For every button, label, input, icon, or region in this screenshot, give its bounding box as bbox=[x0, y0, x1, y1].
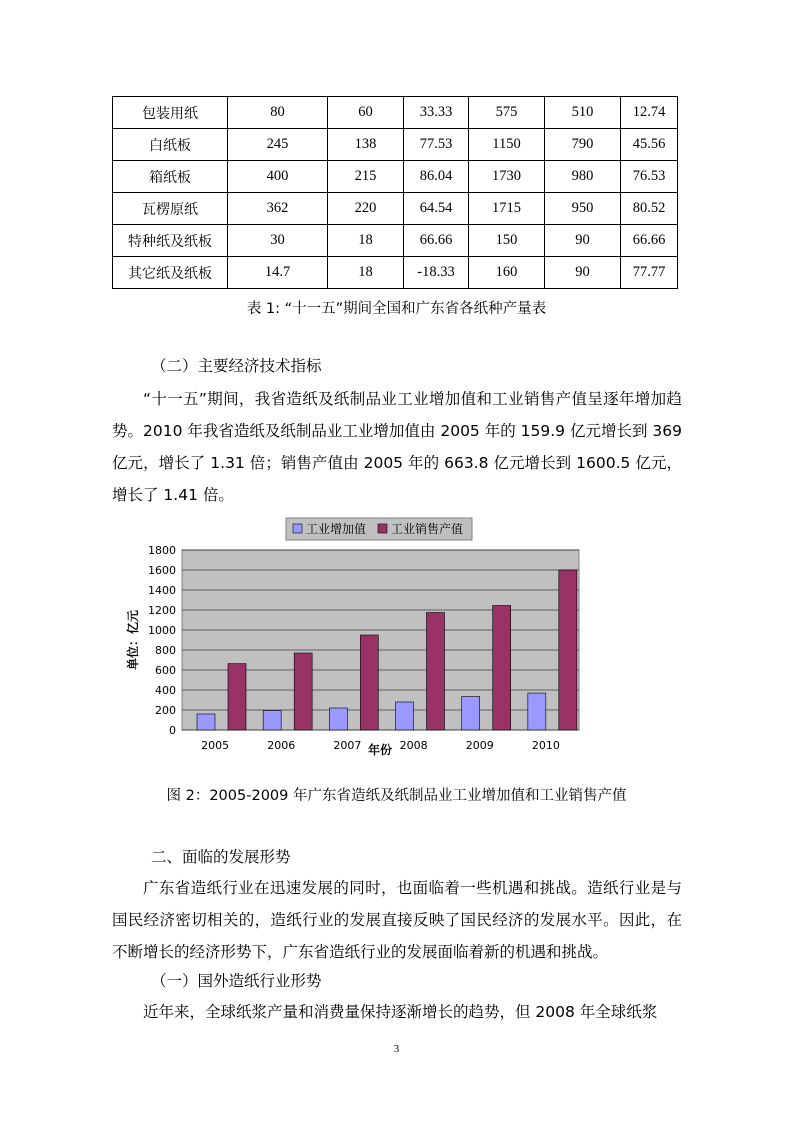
table-cell: 950 bbox=[545, 193, 621, 225]
table-cell: 160 bbox=[469, 257, 545, 289]
y-tick-label: 200 bbox=[155, 704, 176, 717]
legend-swatch bbox=[293, 524, 302, 533]
x-tick-label: 2006 bbox=[267, 739, 296, 752]
x-tick-label: 2010 bbox=[531, 739, 560, 752]
page-number: 3 bbox=[393, 1043, 400, 1055]
paragraph-foreign: 近年来，全球纸浆产量和消费量保持逐渐增长的趋势，但 2008 年全球纸浆 bbox=[143, 1003, 658, 1021]
bar-value-added-2006 bbox=[263, 711, 281, 731]
bar-value-added-2009 bbox=[462, 697, 480, 731]
table-cell: 510 bbox=[545, 97, 621, 129]
table-row bbox=[113, 225, 678, 257]
section-heading-foreign: （一）国外造纸行业形势 bbox=[151, 972, 322, 990]
paragraph-situation: 广东省造纸行业在迅速发展的同时，也面临着一些机遇和挑战。造纸行业是与国民经济密切相关的，造纸行业的发展直接反映了国民经济的发展水平。因此，在不断增长的经济形势下，广东省造纸行业的发展面临着新的机遇和挑战。 bbox=[112, 879, 682, 961]
table-cell: 12.74 bbox=[621, 97, 678, 129]
table-row bbox=[113, 97, 678, 129]
table-cell: 1150 bbox=[469, 129, 545, 161]
bar-value-added-2008 bbox=[396, 702, 414, 730]
bar-sales-output-2008 bbox=[427, 613, 445, 731]
row-label: 包装用纸 bbox=[113, 97, 228, 129]
table-cell: 980 bbox=[545, 161, 621, 193]
bar-sales-output-2007 bbox=[360, 635, 378, 730]
table-cell: 77.53 bbox=[404, 129, 469, 161]
y-tick-label: 0 bbox=[169, 724, 176, 737]
paragraph-indicators: “十一五”期间，我省造纸及纸制品业工业增加值和工业销售产值呈逐年增加趋势。2010 年我省造纸及纸制品业工业增加值由 2005 年的 159.9 亿元增长到 369 亿元，增长了 1.31 倍；销售产值由 2005 年的 663.8 亿元增长到 1600.5 亿元，增长了 1.41 倍。 bbox=[112, 390, 682, 504]
table-cell: 150 bbox=[469, 225, 545, 257]
bar-sales-output-2005 bbox=[228, 664, 246, 730]
y-tick-label: 600 bbox=[155, 664, 176, 677]
y-tick-label: 1800 bbox=[148, 544, 176, 557]
bar-sales-output-2010 bbox=[559, 570, 577, 730]
table-row bbox=[113, 129, 678, 161]
table-cell: 33.33 bbox=[404, 97, 469, 129]
bar-sales-output-2006 bbox=[294, 653, 312, 730]
table-cell: 790 bbox=[545, 129, 621, 161]
table-cell: 77.77 bbox=[621, 257, 678, 289]
bar-value-added-2007 bbox=[329, 708, 347, 730]
table-cell: 138 bbox=[328, 129, 404, 161]
bar-value-added-2005 bbox=[197, 714, 215, 730]
table-cell: 66.66 bbox=[404, 225, 469, 257]
row-label: 箱纸板 bbox=[113, 161, 228, 193]
figure-caption: 图 2：2005-2009 年广东省造纸及纸制品业工业增加值和工业销售产值 bbox=[166, 788, 627, 804]
section-heading-situation: 二、面临的发展形势 bbox=[151, 848, 291, 866]
y-tick-label: 1200 bbox=[148, 604, 176, 617]
bar-sales-output-2009 bbox=[493, 606, 511, 731]
table-cell: 90 bbox=[545, 225, 621, 257]
row-label: 瓦楞原纸 bbox=[113, 193, 228, 225]
y-tick-label: 1600 bbox=[148, 564, 176, 577]
table-cell: 80.52 bbox=[621, 193, 678, 225]
paper-production-table bbox=[112, 96, 678, 289]
bar-chart bbox=[112, 515, 602, 765]
x-tick-label: 2007 bbox=[333, 739, 362, 752]
table-cell: -18.33 bbox=[404, 257, 469, 289]
table-row bbox=[113, 161, 678, 193]
table-cell: 18 bbox=[328, 225, 404, 257]
table-cell: 362 bbox=[228, 193, 328, 225]
x-tick-label: 2009 bbox=[465, 739, 494, 752]
y-axis-label: 单位：亿元 bbox=[126, 609, 140, 671]
y-tick-label: 800 bbox=[155, 644, 176, 657]
table-cell: 45.56 bbox=[621, 129, 678, 161]
y-tick-label: 1400 bbox=[148, 584, 176, 597]
table-cell: 64.54 bbox=[404, 193, 469, 225]
table-cell: 90 bbox=[545, 257, 621, 289]
y-tick-label: 400 bbox=[155, 684, 176, 697]
table-cell: 1730 bbox=[469, 161, 545, 193]
x-tick-label: 2005 bbox=[201, 739, 230, 752]
table-cell: 86.04 bbox=[404, 161, 469, 193]
table-cell: 400 bbox=[228, 161, 328, 193]
table-cell: 1715 bbox=[469, 193, 545, 225]
table-cell: 60 bbox=[328, 97, 404, 129]
table-cell: 80 bbox=[228, 97, 328, 129]
table-caption: 表 1: “十一五”期间全国和广东省各纸种产量表 bbox=[246, 301, 547, 317]
bar-value-added-2010 bbox=[528, 693, 546, 730]
x-axis-label: 年份 bbox=[367, 743, 393, 757]
table-cell: 76.53 bbox=[621, 161, 678, 193]
table-cell: 215 bbox=[328, 161, 404, 193]
table-cell: 30 bbox=[228, 225, 328, 257]
table-cell: 245 bbox=[228, 129, 328, 161]
row-label: 白纸板 bbox=[113, 129, 228, 161]
y-tick-label: 1000 bbox=[148, 624, 176, 637]
table-cell: 220 bbox=[328, 193, 404, 225]
table-cell: 66.66 bbox=[621, 225, 678, 257]
legend-swatch bbox=[378, 524, 387, 533]
section-heading-indicators: （二）主要经济技术指标 bbox=[151, 357, 322, 375]
x-tick-label: 2008 bbox=[399, 739, 428, 752]
table-cell: 18 bbox=[328, 257, 404, 289]
legend-label: 工业销售产值 bbox=[391, 522, 464, 536]
table-row bbox=[113, 257, 678, 289]
row-label: 特种纸及纸板 bbox=[113, 225, 228, 257]
table-row bbox=[113, 193, 678, 225]
chart-legend bbox=[286, 518, 472, 540]
row-label: 其它纸及纸板 bbox=[113, 257, 228, 289]
table-cell: 14.7 bbox=[228, 257, 328, 289]
table-cell: 575 bbox=[469, 97, 545, 129]
legend-label: 工业增加值 bbox=[306, 522, 367, 536]
